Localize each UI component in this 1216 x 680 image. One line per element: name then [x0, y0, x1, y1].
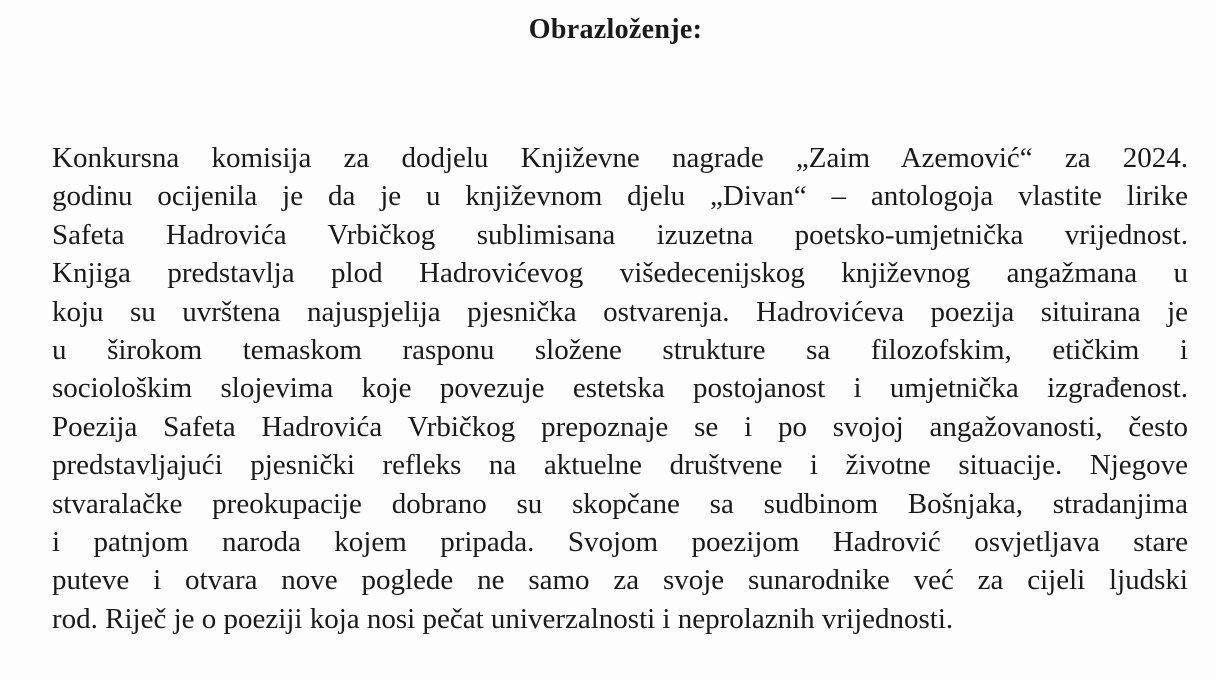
text-line-last: rod. Riječ je o poeziji koja nosi pečat univerzalnosti i neprolaznih vrijednosti.: [52, 602, 954, 635]
text-line: Safeta Hadrovića Vrbičkog sublimisana izuzetna poetsko-umjetnička vrijednost.: [52, 218, 1188, 251]
text-line: koju su uvrštena najuspjelija pjesnička ostvarenja. Hadrovićeva poezija situirana je: [52, 295, 1188, 328]
text-line: stvaralačke preokupacije dobrano su skopčane sa sudbinom Bošnjaka, stradanjima: [52, 487, 1188, 520]
document-heading: Obrazloženje:: [528, 14, 703, 45]
text-line: predstavljajući pjesnički refleks na aktuelne društvene i životne situacije. Njegove: [52, 449, 1188, 482]
text-line: Knjiga predstavlja plod Hadrovićevog višedecenijskog književnog angažmana u: [52, 257, 1188, 290]
text-line: puteve i otvara nove poglede ne samo za svoje sunarodnike već za cijeli ljudski: [52, 564, 1188, 597]
text-line: i patnjom naroda kojem pripada. Svojom poezijom Hadrović osvjetljava stare: [52, 525, 1188, 558]
document-body: [52, 139, 1188, 638]
text-line: sociološkim slojevima koje povezuje estetska postojanost i umjetnička izgrađenost.: [52, 372, 1188, 405]
text-line: u širokom temaskom rasponu složene strukture sa filozofskim, etičkim i: [52, 333, 1188, 366]
text-line: Poezija Safeta Hadrovića Vrbičkog prepoznaje se i po svojoj angažovanosti, često: [52, 410, 1188, 443]
text-line: godinu ocijenila je da je u književnom djelu „Divan“ – antologoja vlastite lirike: [52, 180, 1188, 213]
text-line: Konkursna komisija za dodjelu Književne nagrade „Zaim Azemović“ za 2024.: [52, 142, 1188, 174]
